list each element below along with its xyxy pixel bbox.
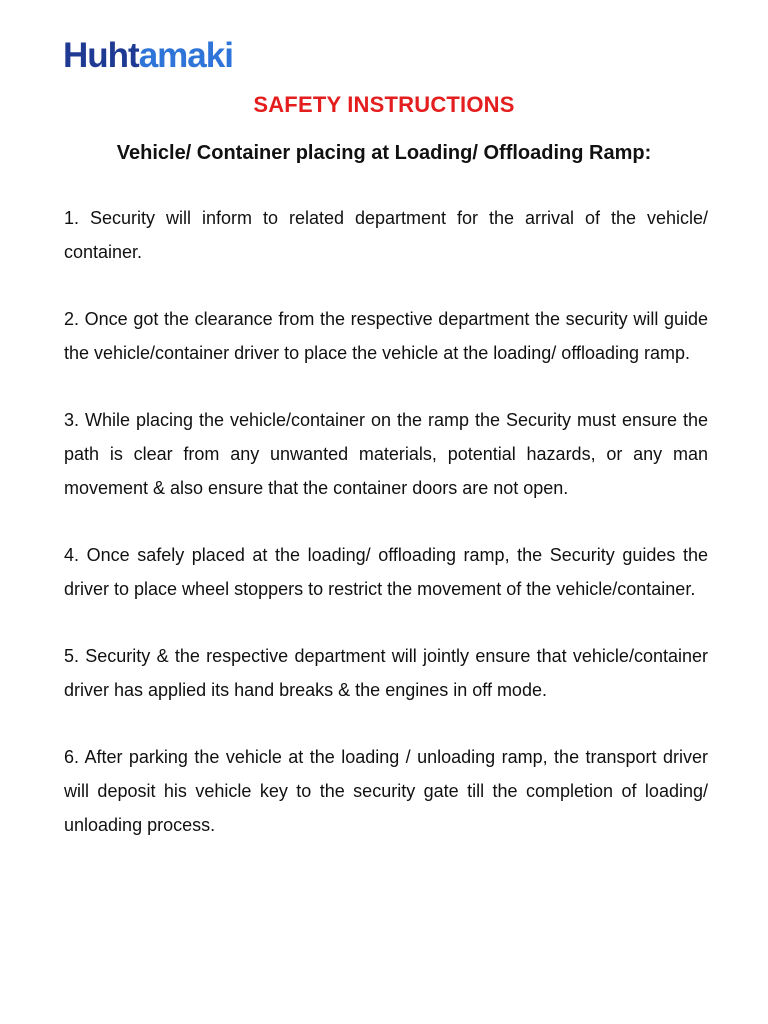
logo-text-light: amaki	[138, 36, 233, 75]
instruction-item-1: 1. Security will inform to related department for the arrival of the vehicle/ container.	[64, 208, 708, 262]
instruction-item-5: 5. Security & the respective department will jointly ensure that vehicle/container driver has applied its hand breaks & the engines in off mode.	[64, 646, 708, 700]
instruction-item-2: 2. Once got the clearance from the respective department the security will guide the vehicle/container driver to place the vehicle at the loading/ offloading ramp.	[64, 309, 708, 363]
document-subtitle: Vehicle/ Container placing at Loading/ Offloading Ramp:	[116, 142, 652, 164]
logo-text-dark: Huht	[63, 36, 139, 75]
instruction-item-3: 3. While placing the vehicle/container on the ramp the Security must ensure the path is clear from any unwanted materials, potential hazards, or any man movement & also ensure that the container doors are not open.	[64, 410, 708, 498]
instruction-item-4: 4. Once safely placed at the loading/ offloading ramp, the Security guides the driver to place wheel stoppers to restrict the movement of the vehicle/container.	[64, 545, 708, 599]
instruction-item-6: 6. After parking the vehicle at the loading / unloading ramp, the transport driver will deposit his vehicle key to the security gate till the completion of loading/ unloading process.	[64, 747, 708, 835]
instructions-list	[64, 201, 708, 875]
document-title: SAFETY INSTRUCTIONS	[253, 92, 515, 117]
company-logo	[63, 38, 233, 73]
